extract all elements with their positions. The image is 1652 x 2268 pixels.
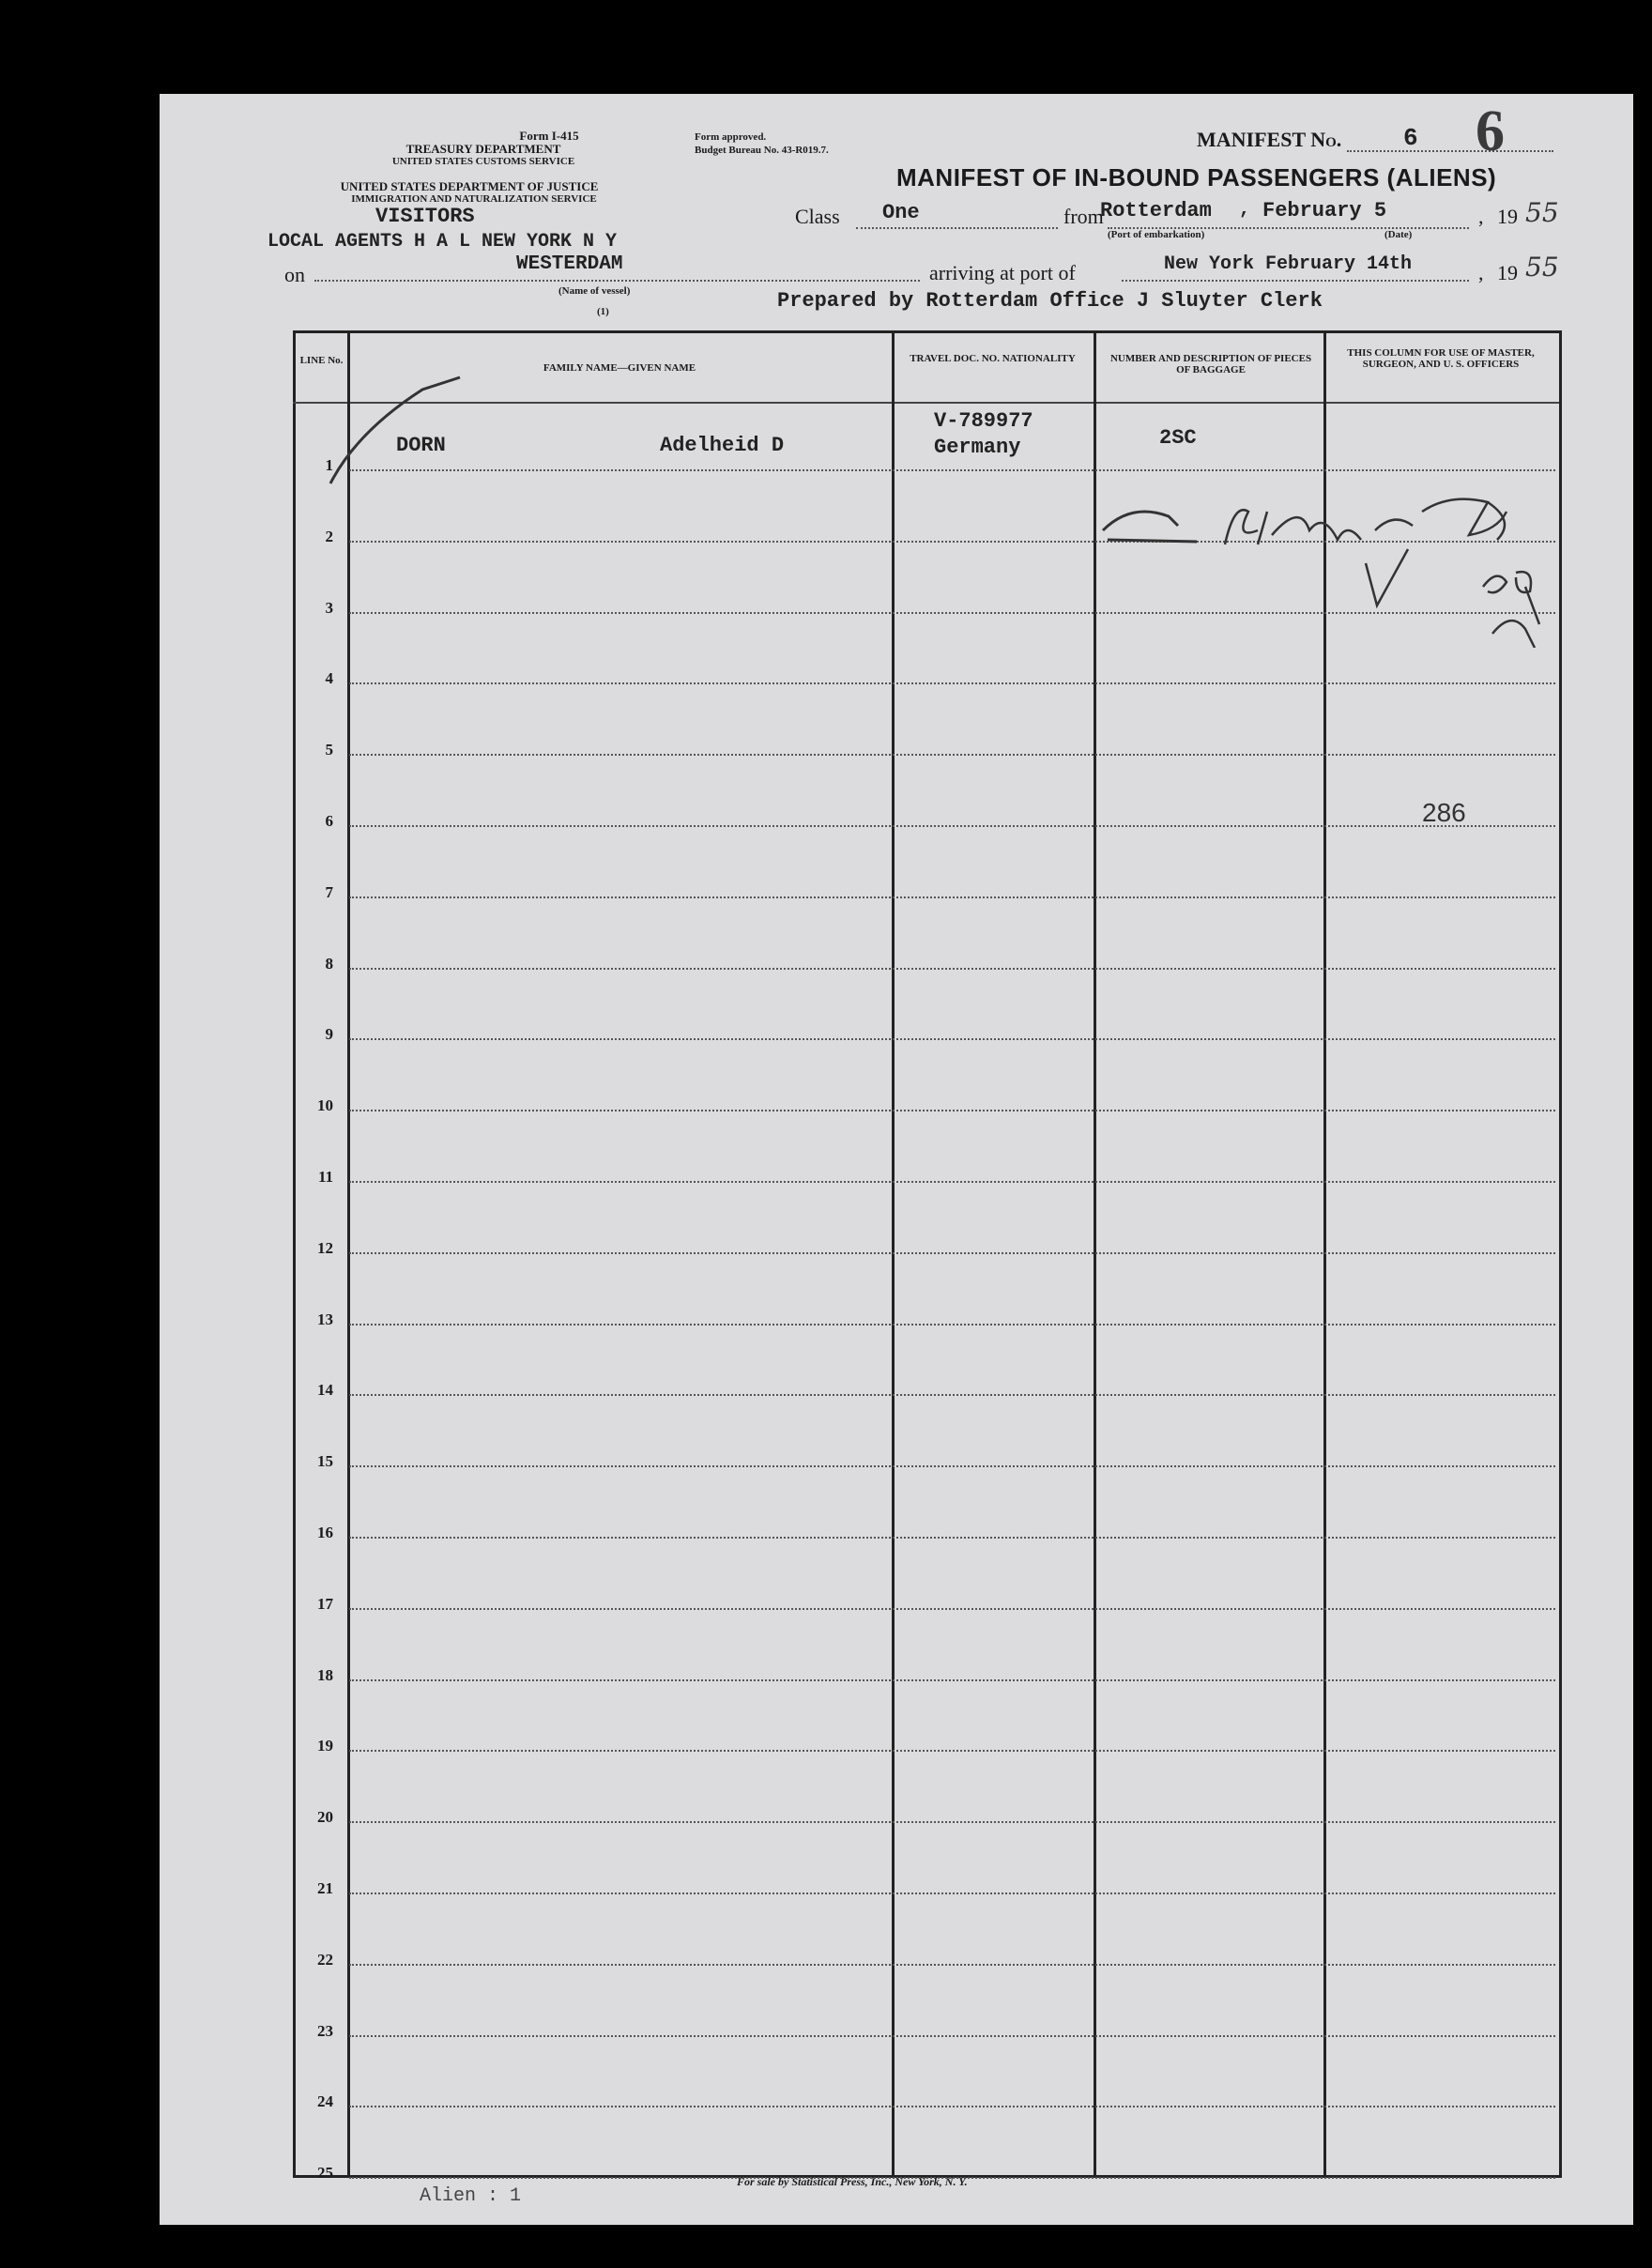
- line-number: 22: [317, 1950, 333, 1969]
- from-label: from: [1063, 205, 1104, 228]
- justice-department: UNITED STATES DEPARTMENT OF JUSTICE: [340, 179, 599, 193]
- entry-nationality: Germany: [934, 436, 1021, 459]
- line-number: 21: [317, 1879, 333, 1897]
- line-number: 5: [325, 741, 333, 759]
- arriving-label: arriving at port of: [929, 261, 1076, 284]
- on-label: on: [284, 263, 305, 286]
- check-mark: [319, 375, 488, 498]
- line-number: 17: [317, 1594, 333, 1613]
- row-line: [349, 968, 1555, 970]
- entry-given-name: Adelheid D: [660, 434, 785, 457]
- line-number: 23: [317, 2021, 333, 2040]
- row-line: [349, 1608, 1555, 1610]
- row-line: [349, 1324, 1555, 1326]
- vessel-note: (1): [597, 306, 609, 317]
- row-line: [349, 1252, 1555, 1254]
- header-officers: THIS COLUMN FOR USE OF MASTER, SURGEON, AND U. S. OFFICERS: [1347, 347, 1535, 370]
- line-number: 2: [325, 527, 333, 545]
- row-line: [349, 2035, 1555, 2037]
- inspector-signature: [1094, 474, 1582, 648]
- row-line: [349, 1394, 1555, 1396]
- printer-credit: For sale by Statistical Press, Inc., New York, N. Y.: [737, 2175, 968, 2188]
- row-line: [349, 682, 1555, 684]
- row-line: [349, 896, 1555, 898]
- local-agents: LOCAL AGENTS H A L NEW YORK N Y: [268, 231, 618, 253]
- row-line: [349, 1893, 1555, 1894]
- line-number: 7: [325, 882, 333, 901]
- embarkation-port: Rotterdam: [1100, 199, 1212, 222]
- year-prefix: 19: [1497, 205, 1518, 228]
- line-number: 9: [325, 1025, 333, 1044]
- row-line: [349, 1181, 1555, 1183]
- visitors-stamp: VISITORS: [375, 205, 475, 228]
- row-line: [349, 1679, 1555, 1681]
- naturalization-service: IMMIGRATION AND NATURALIZATION SERVICE: [351, 193, 597, 205]
- entry-family-name: DORN: [396, 434, 446, 457]
- row-line: [349, 1821, 1555, 1823]
- row-line: [349, 754, 1555, 756]
- line-number: 19: [317, 1737, 333, 1755]
- line-number: 4: [325, 669, 333, 688]
- budget-bureau: Budget Bureau No. 43-R019.7.: [695, 145, 829, 156]
- form-approved: Form approved.: [695, 131, 767, 143]
- alien-count: Alien : 1: [420, 2185, 522, 2207]
- line-number: 18: [317, 1665, 333, 1684]
- line-number: 8: [325, 954, 333, 973]
- port-caption: (Port of embarkation): [1108, 229, 1205, 240]
- row-line: [349, 469, 1555, 471]
- line-number: 16: [317, 1524, 333, 1541]
- header-line-no: LINE No.: [299, 355, 344, 366]
- row-line: [349, 1110, 1555, 1111]
- manifest-stamp: 6: [1476, 100, 1505, 163]
- arrival-year-prefix: 19: [1497, 261, 1518, 284]
- header-name: FAMILY NAME—GIVEN NAME: [543, 362, 696, 374]
- arrival-port-date: New York February 14th: [1164, 253, 1413, 275]
- date-caption: (Date): [1384, 229, 1413, 240]
- row-line: [349, 1964, 1555, 1966]
- row-line: [349, 1038, 1555, 1040]
- line-number: 14: [317, 1381, 333, 1400]
- annotation-number: 286: [1422, 798, 1466, 827]
- entry-baggage: 2SC: [1159, 426, 1197, 450]
- treasury-department: TREASURY DEPARTMENT: [405, 142, 561, 156]
- row-line: [349, 825, 1555, 827]
- line-number: 3: [325, 598, 333, 617]
- arrival-year: 55: [1525, 252, 1559, 283]
- manifest-title: MANIFEST OF IN-BOUND PASSENGERS (ALIENS): [896, 163, 1497, 192]
- row-line: [349, 1537, 1555, 1539]
- row-line: [349, 2106, 1555, 2107]
- row-line: [349, 1465, 1555, 1467]
- vessel-caption: (Name of vessel): [558, 285, 631, 297]
- line-number: 20: [317, 1808, 333, 1827]
- manifest-number-label: MANIFEST No.: [1197, 128, 1342, 151]
- line-number: 1: [325, 456, 333, 474]
- header-baggage: NUMBER AND DESCRIPTION OF PIECES OF BAGGAGE: [1109, 353, 1312, 375]
- embarkation-date: February 5: [1262, 199, 1387, 222]
- manifest-number: 6: [1403, 124, 1418, 152]
- line-number: 15: [317, 1452, 333, 1471]
- prepared-by: Prepared by Rotterdam Office J Sluyter Clerk: [777, 289, 1323, 313]
- entry-travel-doc: V-789977: [934, 409, 1033, 433]
- line-number: 12: [317, 1238, 333, 1257]
- row-line: [349, 1750, 1555, 1752]
- line-number: 11: [317, 1168, 333, 1186]
- header-travel-doc: TRAVEL DOC. NO. NATIONALITY: [910, 353, 1076, 364]
- customs-service: UNITED STATES CUSTOMS SERVICE: [391, 156, 575, 167]
- vessel-name: WESTERDAM: [516, 253, 623, 275]
- form-number: Form I-415: [519, 129, 579, 143]
- line-number: 24: [317, 2092, 333, 2111]
- class-value: One: [882, 201, 920, 224]
- line-number: 25: [317, 2164, 333, 2183]
- embarkation-year: 55: [1525, 197, 1559, 228]
- line-number: 6: [325, 812, 333, 830]
- class-label: Class: [795, 205, 840, 228]
- line-number: 10: [317, 1096, 333, 1115]
- line-number: 13: [317, 1310, 333, 1328]
